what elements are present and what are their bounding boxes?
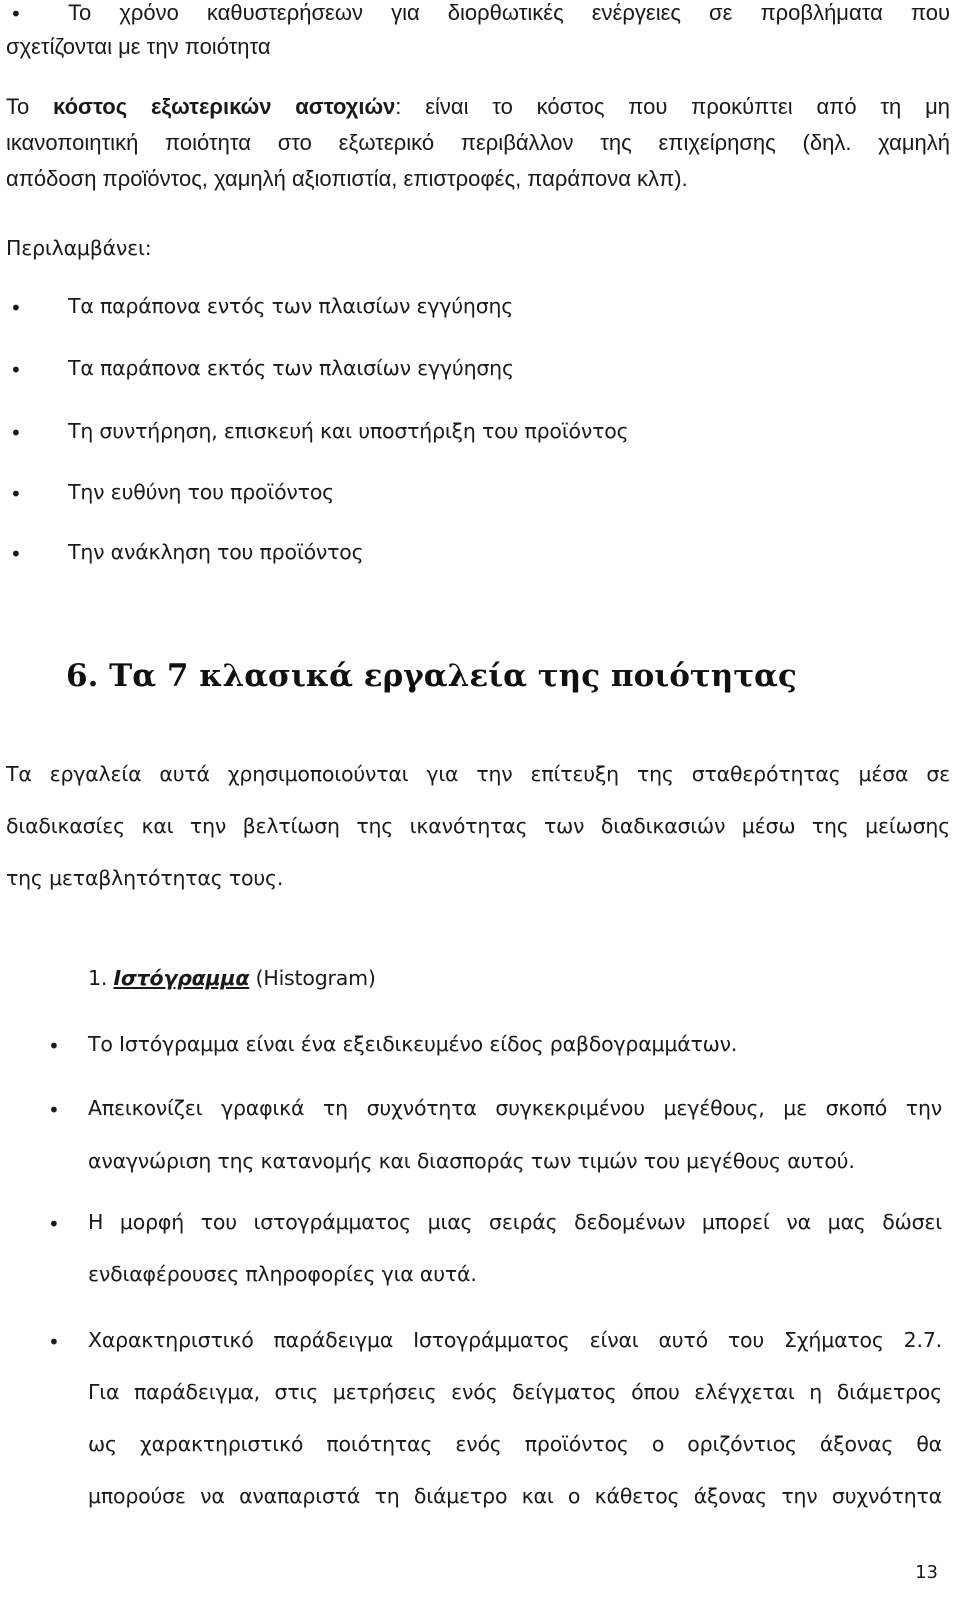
histogram-point-3-line-2: ενδιαφέρουσες πληροφορίες για αυτά. (88, 1262, 477, 1286)
external-costs-term: κόστος εξωτερικών αστοχιών (53, 94, 396, 119)
intro-line-3: της μεταβλητότητας τους. (6, 866, 284, 890)
histogram-point-1: Το Ιστόγραμμα είναι ένα εξειδικευμένο είδος ραβδογραμμάτων. (88, 1032, 738, 1056)
tool-1-title: 1. Ιστόγραμμα (Histogram) (88, 966, 376, 990)
bullet-icon: • (10, 358, 22, 382)
histogram-point-3-line-1: Η μορφή του ιστογράμματος μιας σειράς δεδομένων μπορεί να μας δώσει (88, 1210, 942, 1234)
bullet-icon: • (48, 1034, 60, 1058)
includes-label: Περιλαμβάνει: (6, 236, 152, 260)
histogram-point-2-line-1: Απεικονίζει γραφικά τη συχνότητα συγκεκριμένου μεγέθους, με σκοπό την (88, 1096, 942, 1120)
top-bullet-line-2: σχετίζονται με την ποιότητα (6, 34, 271, 59)
example-line-2: ως χαρακτηριστικό ποιότητας ενός προϊόντος ο οριζόντιος άξονας θα (88, 1432, 942, 1456)
top-bullet-line-1: Το χρόνο καθυστερήσεων για διορθωτικές ενέργειες σε προβλήματα που (68, 0, 950, 25)
bullet-icon: • (10, 542, 22, 566)
bullet-icon: • (48, 1098, 60, 1122)
bullet-icon: • (10, 482, 22, 506)
includes-item-3: Τη συντήρηση, επισκευή και υποστήριξη του προϊόντος (68, 419, 629, 443)
bullet-icon: • (10, 421, 22, 445)
intro-line-2: διαδικασίες και την βελτίωση της ικανότητας των διαδικασιών μέσω της μείωσης (6, 814, 950, 838)
external-costs-line-1: Το κόστος εξωτερικών αστοχιών: είναι το κόστος που προκύπτει από τη μη (6, 94, 950, 119)
bullet-icon: • (48, 1212, 60, 1236)
section-heading: 6. Τα 7 κλασικά εργαλεία της ποιότητας (66, 658, 797, 694)
includes-item-5: Την ανάκληση του προϊόντος (68, 540, 364, 564)
histogram-point-4: Χαρακτηριστικό παράδειγμα Ιστογράμματος είναι αυτό του Σχήματος 2.7. (88, 1328, 942, 1352)
example-line-1: Για παράδειγμα, στις μετρήσεις ενός δείγματος όπου ελέγχεται η διάμετρος (88, 1380, 942, 1404)
includes-item-1: Τα παράπονα εντός των πλαισίων εγγύησης (68, 294, 514, 318)
includes-item-4: Την ευθύνη του προϊόντος (68, 480, 334, 504)
external-costs-line-3: απόδοση προϊόντος, χαμηλή αξιοπιστία, επιστροφές, παράπονα κλπ). (6, 166, 688, 191)
includes-item-2: Τα παράπονα εκτός των πλαισίων εγγύησης (68, 356, 514, 380)
page-number: 13 (915, 1562, 938, 1583)
bullet-icon: • (10, 296, 22, 320)
bullet-icon: • (10, 2, 22, 26)
intro-line-1: Τα εργαλεία αυτά χρησιμοποιούνται για την επίτευξη της σταθερότητας μέσα σε (6, 762, 950, 786)
example-line-3: μπορούσε να αναπαριστά τη διάμετρο και ο κάθετος άξονας την συχνότητα (88, 1484, 942, 1508)
external-costs-line-2: ικανοποιητική ποιότητα στο εξωτερικό περιβάλλον της επιχείρησης (δηλ. χαμηλή (6, 130, 950, 155)
histogram-point-2-line-2: αναγνώριση της κατανομής και διασποράς των τιμών του μεγέθους αυτού. (88, 1149, 855, 1173)
bullet-icon: • (48, 1330, 60, 1354)
tool-1-name: Ιστόγραμμα (113, 966, 250, 990)
